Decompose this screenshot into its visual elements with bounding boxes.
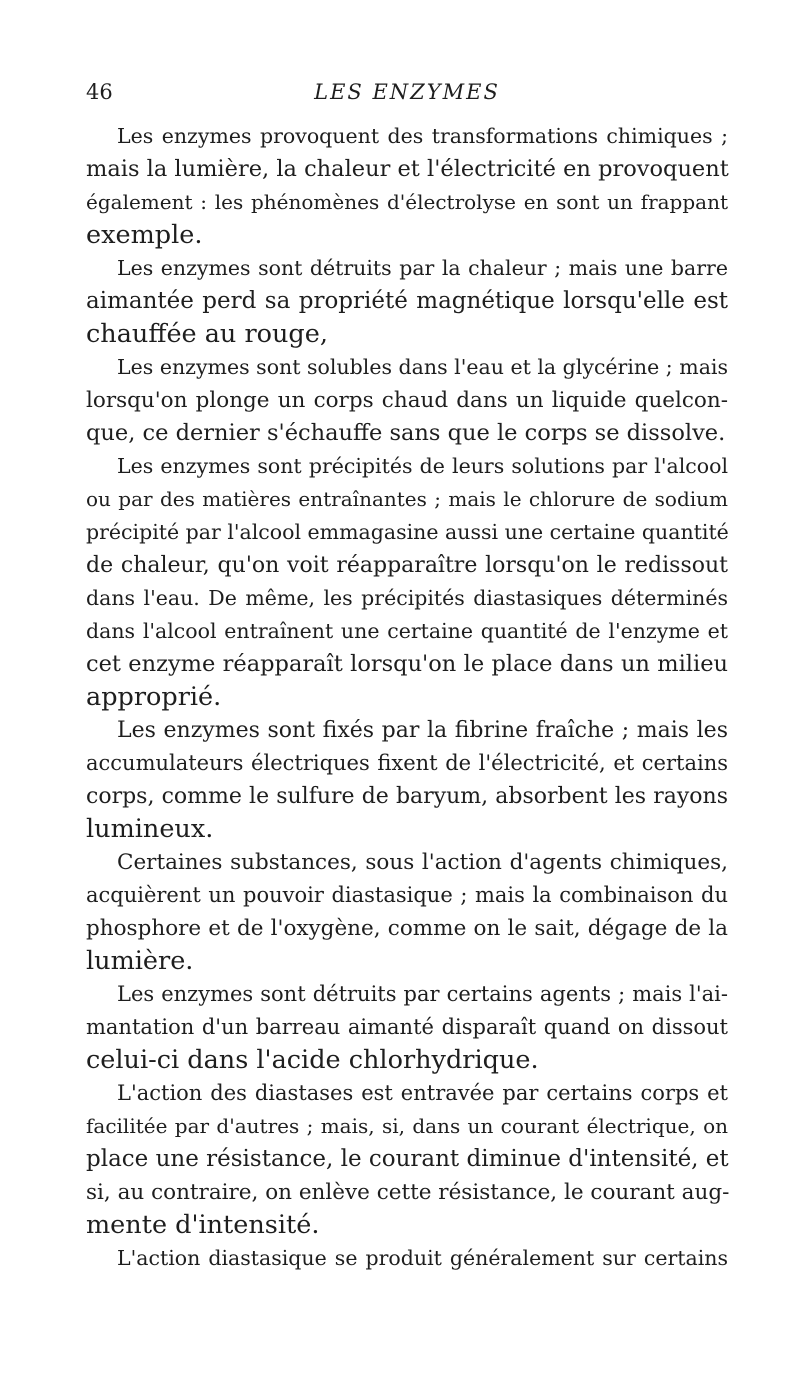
text-line: dans l'eau. De même, les précipités diastasiques déterminés [86, 586, 728, 610]
text-line: facilitée par d'autres ; mais, si, dans un courant électrique, on [86, 1114, 728, 1138]
text-line: cet enzyme réapparaît lorsqu'on le place dans un milieu [86, 651, 728, 677]
page-number: 46 [86, 80, 113, 104]
page-header [86, 80, 728, 110]
text-line: que, ce dernier s'échauffe sans que le corps se dissolve. [86, 420, 726, 446]
text-line: Les enzymes sont solubles dans l'eau et la glycérine ; mais [117, 355, 728, 379]
text-line: approprié. [86, 682, 222, 712]
text-line: corps, comme le sulfure de baryum, absorbent les rayons [86, 784, 728, 809]
text-line: phosphore et de l'oxygène, comme on le sait, dégage de la [86, 916, 728, 941]
text-line: aimantée perd sa propriété magnétique lorsqu'elle est [86, 288, 728, 314]
running-title: LES ENZYMES [314, 80, 500, 104]
text-line: lorsqu'on plonge un corps chaud dans un liquide quelcon- [86, 388, 728, 413]
text-line: Les enzymes provoquent des transformations chimiques ; [117, 124, 728, 148]
text-line: ou par des matières entraînantes ; mais le chlorure de sodium [86, 487, 728, 511]
text-line: Les enzymes sont précipités de leurs solutions par l'alcool [117, 454, 728, 478]
text-line: dans l'alcool entraînent une certaine quantité de l'enzyme et [86, 619, 728, 643]
text-line: place une résistance, le courant diminue d'intensité, et [86, 1146, 729, 1172]
text-line: exemple. [86, 220, 203, 250]
text-line: de chaleur, qu'on voit réapparaître lorsqu'on le redissout [86, 553, 728, 578]
text-line: accumulateurs électriques fixent de l'électricité, et certains [86, 751, 728, 775]
text-line: également : les phénomènes d'électrolyse en sont un frappant [86, 190, 728, 214]
text-line: si, au contraire, on enlève cette résistance, le courant aug- [86, 1180, 730, 1205]
text-line: L'action des diastases est entravée par certains corps et [117, 1081, 728, 1105]
text-line: chauffée au rouge, [86, 319, 328, 349]
text-line: mente d'intensité. [86, 1210, 320, 1240]
text-line: Certaines substances, sous l'action d'agents chimiques, [117, 850, 728, 875]
text-line: Les enzymes sont détruits par certains agents ; mais l'ai- [117, 982, 728, 1006]
text-line: lumineux. [86, 814, 214, 844]
text-line: Les enzymes sont détruits par la chaleur ; mais une barre [117, 256, 728, 280]
text-line: L'action diastasique se produit généralement sur certains [117, 1246, 728, 1270]
text-line: précipité par l'alcool emmagasine aussi une certaine quantité [86, 520, 729, 544]
text-line: lumière. [86, 946, 194, 976]
text-line: Les enzymes sont fixés par la fibrine fraîche ; mais les [117, 718, 728, 743]
text-line: mais la lumière, la chaleur et l'électricité en provoquent [86, 156, 729, 182]
text-line: mantation d'un barreau aimanté disparaît quand on dissout [86, 1015, 728, 1039]
text-line: acquièrent un pouvoir diastasique ; mais la combinaison du [86, 883, 728, 907]
text-line: celui-ci dans l'acide chlorhydrique. [86, 1045, 539, 1075]
